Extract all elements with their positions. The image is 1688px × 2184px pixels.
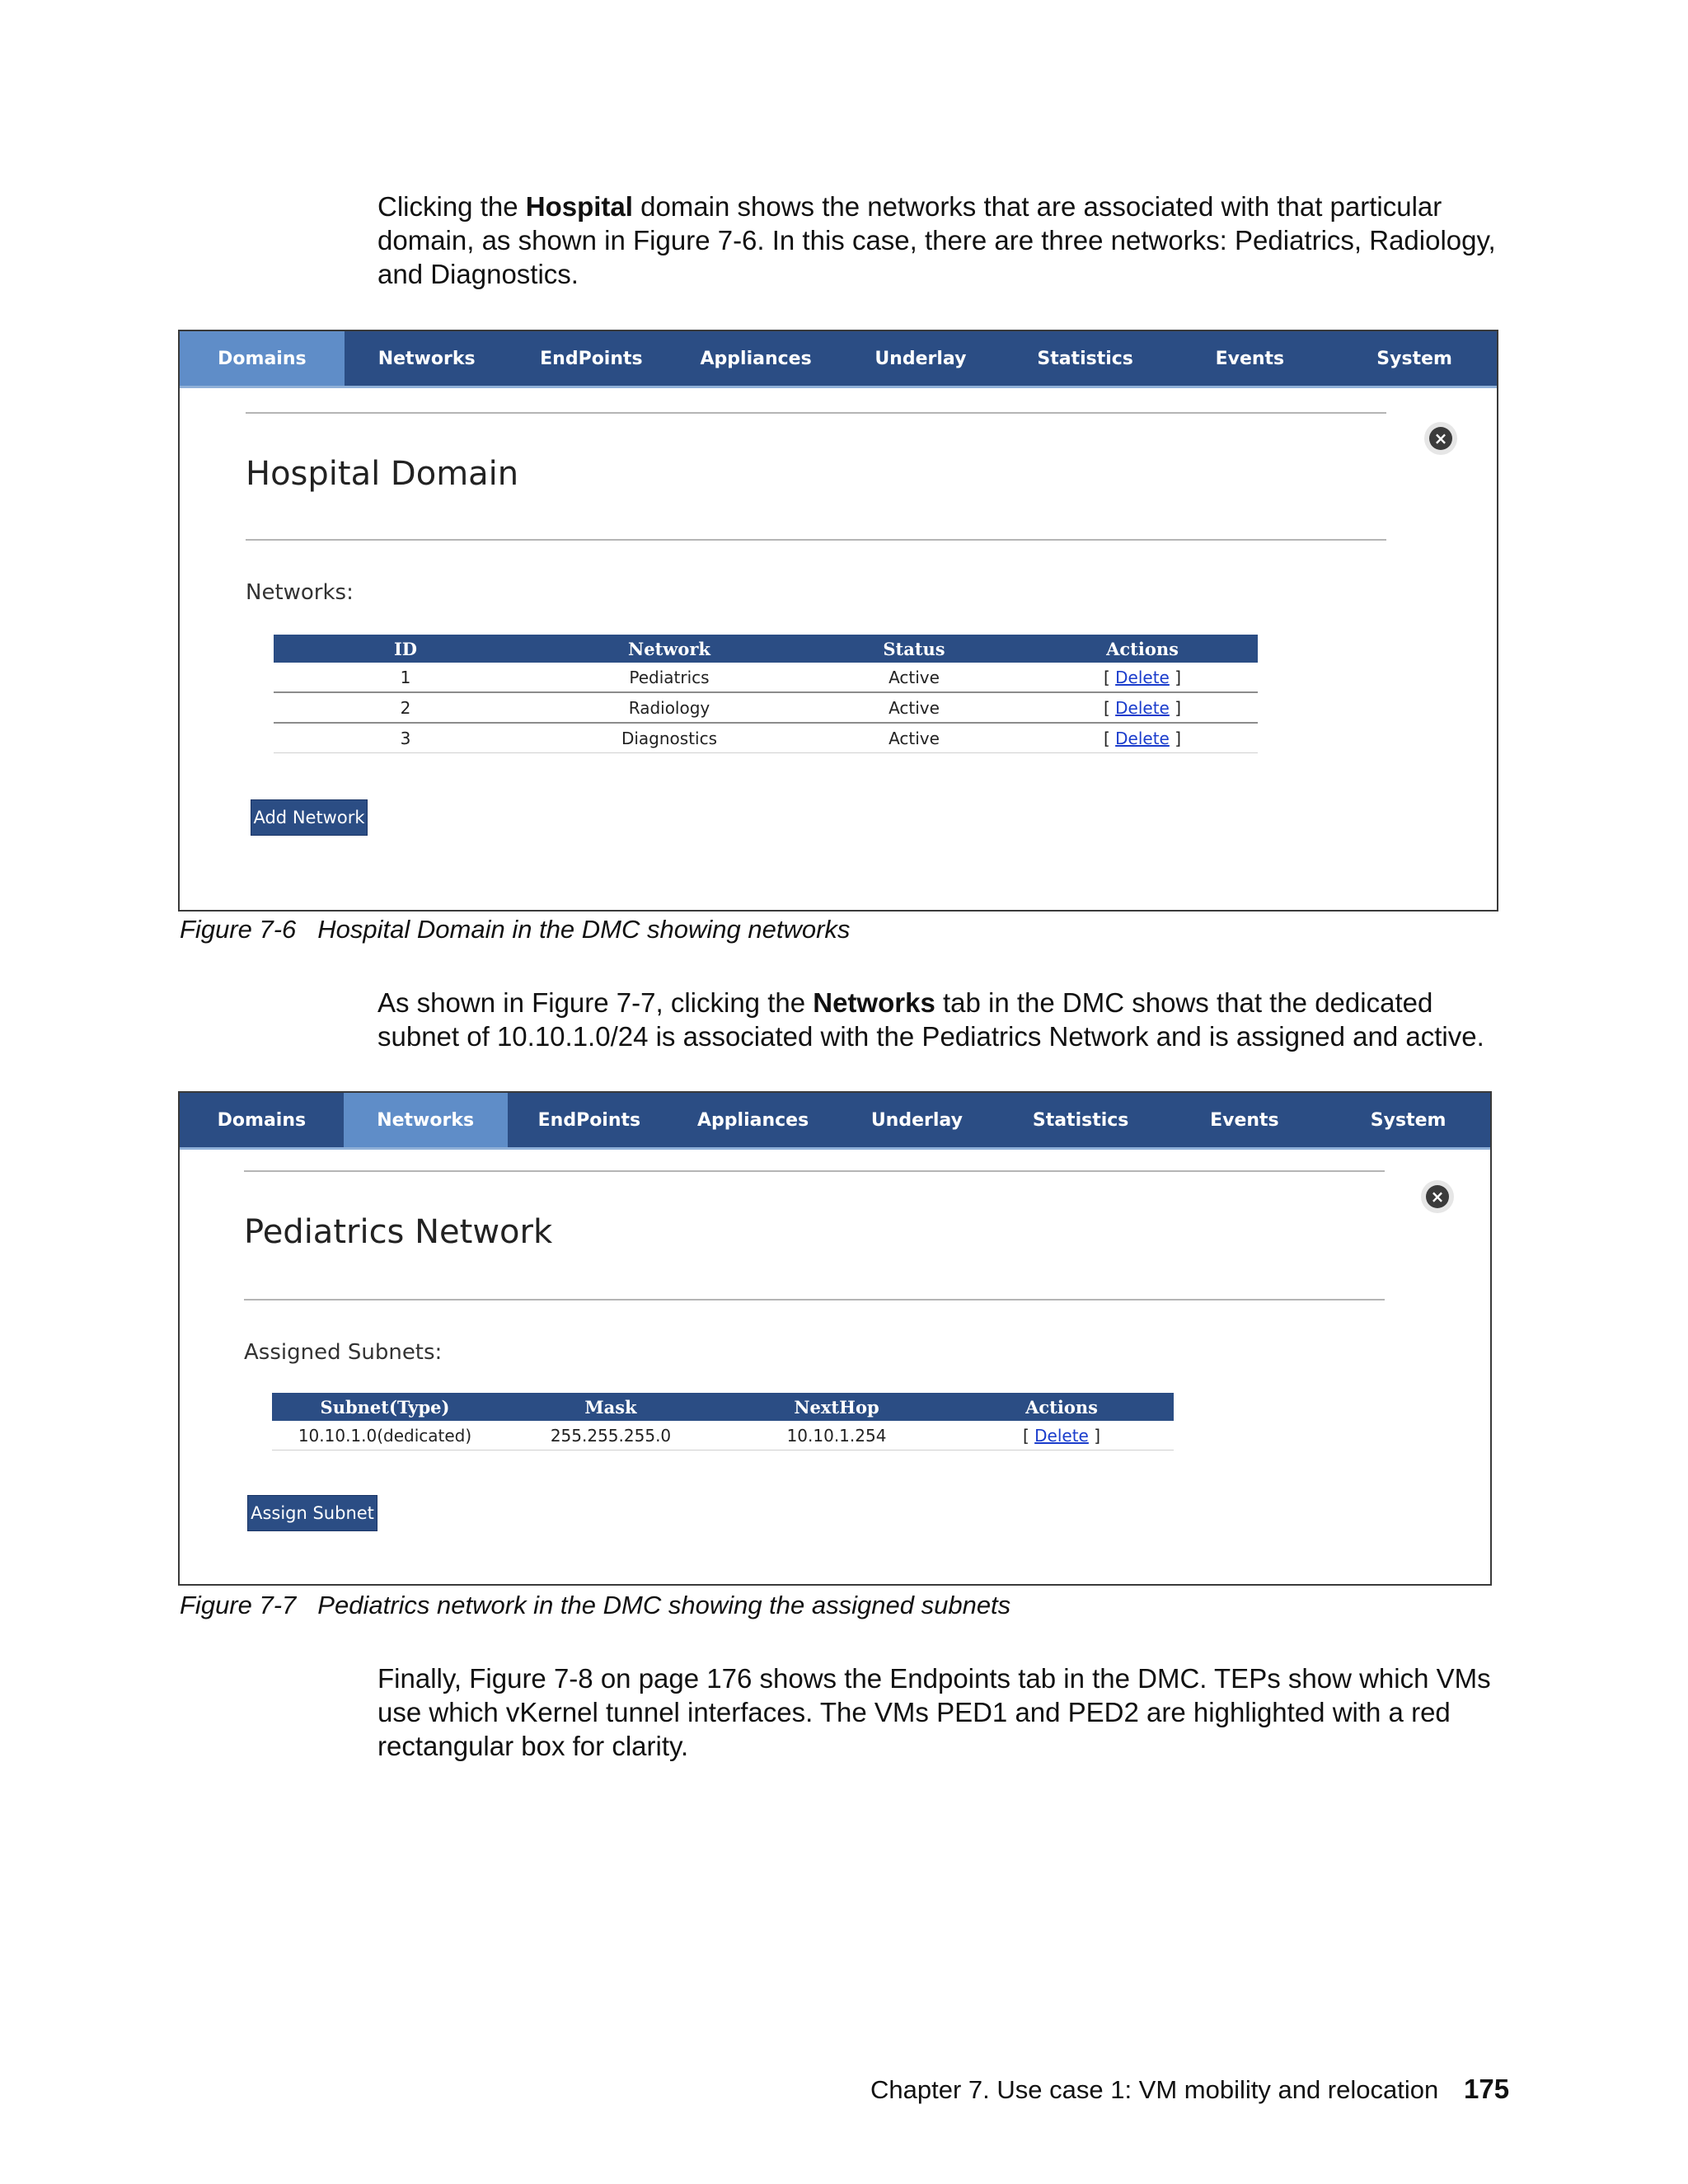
cell-status: Active [801,692,1027,723]
intro-bold-hospital: Hospital [525,191,633,222]
add-network-button[interactable]: Add Network [251,799,368,836]
col-id: ID [274,635,537,663]
tab-endpoints[interactable]: EndPoints [537,1109,641,1131]
tab-underlay[interactable]: Underlay [874,348,967,369]
tab-domains[interactable]: Domains [180,331,345,386]
tab-statistics[interactable]: Statistics [1032,1109,1129,1131]
footer-chapter-title: Chapter 7. Use case 1: VM mobility and relocation [870,2075,1439,2104]
close-button[interactable] [1424,422,1457,455]
cell-actions: [ Delete ] [950,1421,1174,1451]
col-nexthop: NextHop [724,1393,950,1421]
cell-nexthop: 10.10.1.254 [724,1421,950,1451]
tab-appliances[interactable]: Appliances [697,1109,809,1131]
tab-appliances[interactable]: Appliances [700,348,812,369]
intro-text-1: Clicking the [377,191,526,222]
cell-network: Pediatrics [537,663,801,692]
table-row [272,1421,1174,1451]
delete-link[interactable]: Delete [1115,728,1170,748]
col-subnet-type: Subnet(Type) [272,1393,498,1421]
mid-paragraph [377,986,1515,1053]
figure-hospital-domain [178,330,1498,912]
cell-network: Diagnostics [537,723,801,753]
nav-bar [180,1093,1490,1147]
cell-subnet: 10.10.1.0(dedicated) [272,1421,498,1451]
assign-subnet-button[interactable]: Assign Subnet [247,1495,377,1531]
col-mask: Mask [498,1393,724,1421]
divider-bottom [246,539,1386,541]
assigned-subnets-label: Assigned Subnets: [244,1340,443,1365]
cell-actions: [ Delete ] [1027,723,1258,753]
divider-bottom [244,1299,1385,1301]
mid-text-1: As shown in Figure 7-7, clicking the [377,987,814,1018]
footer-page-number: 175 [1464,2074,1510,2104]
col-actions: Actions [1027,635,1258,663]
caption-text: Pediatrics network in the DMC showing the assigned subnets [317,1591,1011,1619]
cell-mask: 255.255.255.0 [498,1421,724,1451]
tab-system[interactable]: System [1376,348,1452,369]
cell-id: 3 [274,723,537,753]
cell-network: Radiology [537,692,801,723]
nav-underline [180,386,1497,388]
table-row [274,663,1258,692]
figure-7-7-caption [180,1591,1010,1620]
col-actions: Actions [950,1393,1174,1421]
col-network: Network [537,635,801,663]
tab-underlay[interactable]: Underlay [870,1109,963,1131]
tab-events[interactable]: Events [1210,1109,1279,1131]
panel-title: Hospital Domain [246,455,519,493]
delete-link[interactable]: Delete [1115,667,1170,687]
delete-link[interactable]: Delete [1034,1425,1089,1446]
divider-top [246,412,1386,414]
tab-domains[interactable]: Domains [217,1109,307,1131]
figure-pediatrics-network [178,1091,1492,1586]
caption-text: Hospital Domain in the DMC showing networks [317,915,851,944]
caption-number: Figure 7-7 [180,1591,297,1619]
mid-bold-networks: Networks [813,987,935,1018]
tab-statistics[interactable]: Statistics [1037,348,1133,369]
nav-bar [180,331,1497,386]
cell-id: 1 [274,663,537,692]
tab-events[interactable]: Events [1215,348,1285,369]
panel-title: Pediatrics Network [244,1213,553,1251]
cell-actions: [ Delete ] [1027,663,1258,692]
figure-7-6-caption [180,915,850,944]
tab-networks[interactable]: Networks [344,1093,508,1147]
networks-label: Networks: [246,580,354,605]
nav-underline [180,1147,1490,1150]
table-header-row [274,635,1258,663]
close-icon: × [1426,1185,1449,1208]
tab-networks[interactable]: Networks [377,348,476,369]
close-button[interactable] [1421,1180,1454,1213]
caption-number: Figure 7-6 [180,915,297,944]
mid-text-2: tab in the DMC shows that the dedicated subnet of 10.10.1.0/24 is associated with the Pediatrics Network and is assigned and active. [377,987,1484,1052]
cell-status: Active [801,663,1027,692]
table-row [274,692,1258,723]
cell-id: 2 [274,692,537,723]
close-icon: × [1429,427,1452,450]
col-status: Status [801,635,1027,663]
divider-top [244,1170,1385,1172]
networks-table [274,635,1258,753]
intro-paragraph [377,190,1515,291]
outro-paragraph: Finally, Figure 7-8 on page 176 shows the Endpoints tab in the DMC. TEPs show which VMs use which vKernel tunnel interfaces. The VMs PED1 and PED2 are highlighted with a red rectangular box for clarity. [377,1663,1491,1761]
tab-endpoints[interactable]: EndPoints [540,348,643,369]
tab-system[interactable]: System [1370,1109,1447,1131]
table-row [274,723,1258,753]
cell-actions: [ Delete ] [1027,692,1258,723]
table-header-row [272,1393,1174,1421]
subnets-table [272,1393,1174,1451]
cell-status: Active [801,723,1027,753]
intro-text-2: domain shows the networks that are associated with that particular domain, as shown in Figure 7-6. In this case, there are three networks: Pediatrics, Radiology, and Diagnostics. [377,191,1496,289]
delete-link[interactable]: Delete [1115,697,1170,718]
